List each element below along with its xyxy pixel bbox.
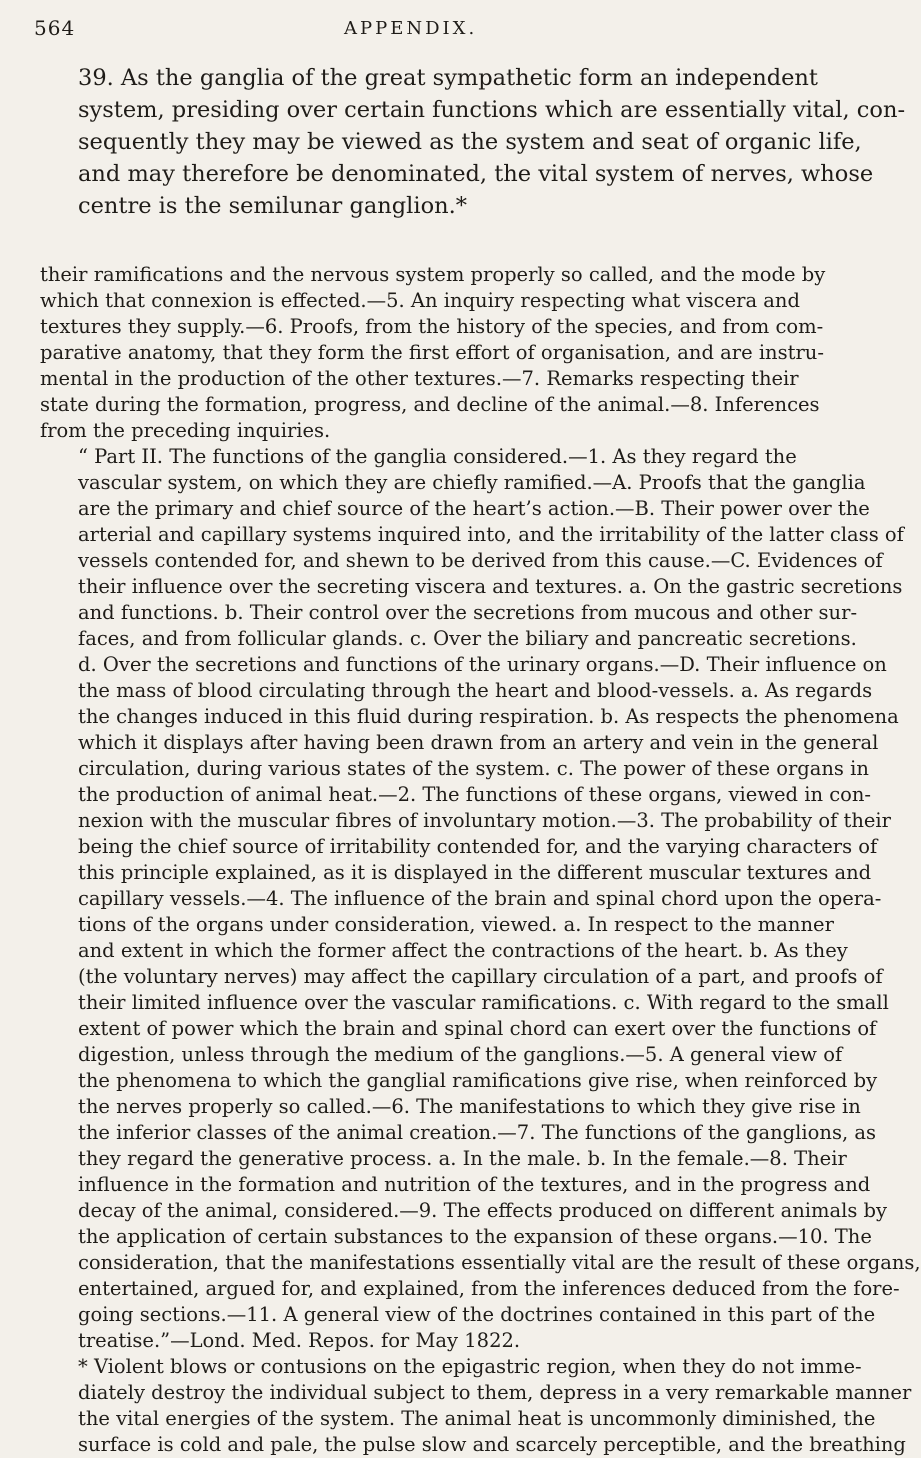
text-line: tions of the organs under consideration, viewed. a. In respect to the manner <box>78 913 834 936</box>
text-line: the production of animal heat.—2. The functions of these organs, viewed in con- <box>78 783 872 806</box>
text-line: which it displays after having been drawn from an artery and vein in the general <box>78 731 879 754</box>
text-line: their influence over the secreting viscera and textures. a. On the gastric secretions <box>78 575 903 598</box>
text-line: textures they supply.—6. Proofs, from the history of the species, and from com- <box>40 315 824 338</box>
text-line: faces, and from follicular glands. c. Over the biliary and pancreatic secretions. <box>78 627 857 650</box>
text-line: the changes induced in this fluid during respiration. b. As respects the phenomena <box>78 705 899 728</box>
text-line: the nerves properly so called.—6. The manifestations to which they give rise in <box>78 1095 861 1118</box>
text-line: the phenomena to which the ganglial ramifications give rise, when reinforced by <box>78 1069 878 1092</box>
text-line: entertained, argued for, and explained, from the inferences deduced from the fore- <box>78 1277 900 1300</box>
text-line: arterial and capillary systems inquired into, and the irritability of the latter class of <box>78 523 904 546</box>
text-line: “ Part II. The functions of the ganglia considered.—1. As they regard the <box>78 445 797 468</box>
text-line: their limited influence over the vascular ramifications. c. With regard to the small <box>78 991 889 1014</box>
text-line: which that connexion is effected.—5. An inquiry respecting what viscera and <box>40 289 800 312</box>
text-line: capillary vessels.—4. The influence of the brain and spinal chord upon the opera- <box>78 887 882 910</box>
text-line: 39. As the ganglia of the great sympathetic form an independent <box>78 65 818 91</box>
text-line: and extent in which the former affect the contractions of the heart. b. As they <box>78 939 848 962</box>
text-line: centre is the semilunar ganglion.* <box>78 193 468 219</box>
text-line: surface is cold and pale, the pulse slow and scarcely perceptible, and the breathing <box>78 1433 906 1456</box>
text-line: from the preceding inquiries. <box>40 419 331 442</box>
text-line: consideration, that the manifestations essentially vital are the result of these organs, <box>78 1251 921 1274</box>
text-line: they regard the generative process. a. In the male. b. In the female.—8. Their <box>78 1147 847 1170</box>
text-line: influence in the formation and nutrition of the textures, and in the progress and <box>78 1173 871 1196</box>
text-line: and functions. b. Their control over the secretions from mucous and other sur- <box>78 601 858 624</box>
text-line: going sections.—11. A general view of the doctrines contained in this part of the <box>78 1303 876 1326</box>
text-line: (the voluntary nerves) may affect the capillary circulation of a part, and proofs of <box>78 965 883 988</box>
text-line: this principle explained, as it is displayed in the different muscular textures and <box>78 861 872 884</box>
text-line: and may therefore be denominated, the vital system of nerves, whose <box>78 161 874 187</box>
running-head: APPENDIX. <box>344 18 478 39</box>
text-line: vessels contended for, and shewn to be derived from this cause.—C. Evidences of <box>78 549 883 572</box>
text-line: their ramifications and the nervous system properly so called, and the mode by <box>40 263 826 286</box>
text-line: digestion, unless through the medium of the ganglions.—5. A general view of <box>78 1043 843 1066</box>
text-line: circulation, during various states of the system. c. The power of these organs in <box>78 757 869 780</box>
text-line: treatise.”—Lond. Med. Repos. for May 1822. <box>78 1329 521 1352</box>
text-line: state during the formation, progress, and decline of the animal.—8. Inferences <box>40 393 820 416</box>
text-line: parative anatomy, that they form the first effort of organisation, and are instru- <box>40 341 824 364</box>
footnote <box>40 1354 912 1458</box>
text-line: * Violent blows or contusions on the epigastric region, when they do not imme- <box>78 1355 862 1378</box>
text-line: the inferior classes of the animal creation.—7. The functions of the ganglions, as <box>78 1121 876 1144</box>
text-line: sequently they may be viewed as the system and seat of organic life, <box>78 129 862 155</box>
text-line: decay of the animal, considered.—9. The effects produced on different animals by <box>78 1199 888 1222</box>
text-line: are the primary and chief source of the heart’s action.—B. Their power over the <box>78 497 870 520</box>
text-line: d. Over the secretions and functions of the urinary organs.—D. Their influence on <box>78 653 887 676</box>
text-line: vascular system, on which they are chiefly ramified.—A. Proofs that the ganglia <box>78 471 866 494</box>
lead-paragraph <box>40 62 906 222</box>
page-header <box>34 6 760 46</box>
text-line: being the chief source of irritability contended for, and the varying characters of <box>78 835 878 858</box>
text-line: nexion with the muscular fibres of involuntary motion.—3. The probability of their <box>78 809 891 832</box>
body-text <box>40 62 921 1458</box>
part-two-paragraph <box>40 444 921 1354</box>
text-line: diately destroy the individual subject to them, depress in a very remarkable manner <box>78 1381 912 1404</box>
page-number: 564 <box>34 16 76 40</box>
text-line: mental in the production of the other textures.—7. Remarks respecting their <box>40 367 799 390</box>
text-line: extent of power which the brain and spinal chord can exert over the functions of <box>78 1017 877 1040</box>
text-line: the application of certain substances to the expansion of these organs.—10. The <box>78 1225 872 1248</box>
text-line: the vital energies of the system. The animal heat is uncommonly diminished, the <box>78 1407 876 1430</box>
paragraph-gap <box>40 222 770 262</box>
continued-paragraph <box>40 262 826 444</box>
text-line: the mass of blood circulating through the heart and blood-vessels. a. As regards <box>78 679 873 702</box>
text-line: system, presiding over certain functions which are essentially vital, con- <box>78 97 906 123</box>
